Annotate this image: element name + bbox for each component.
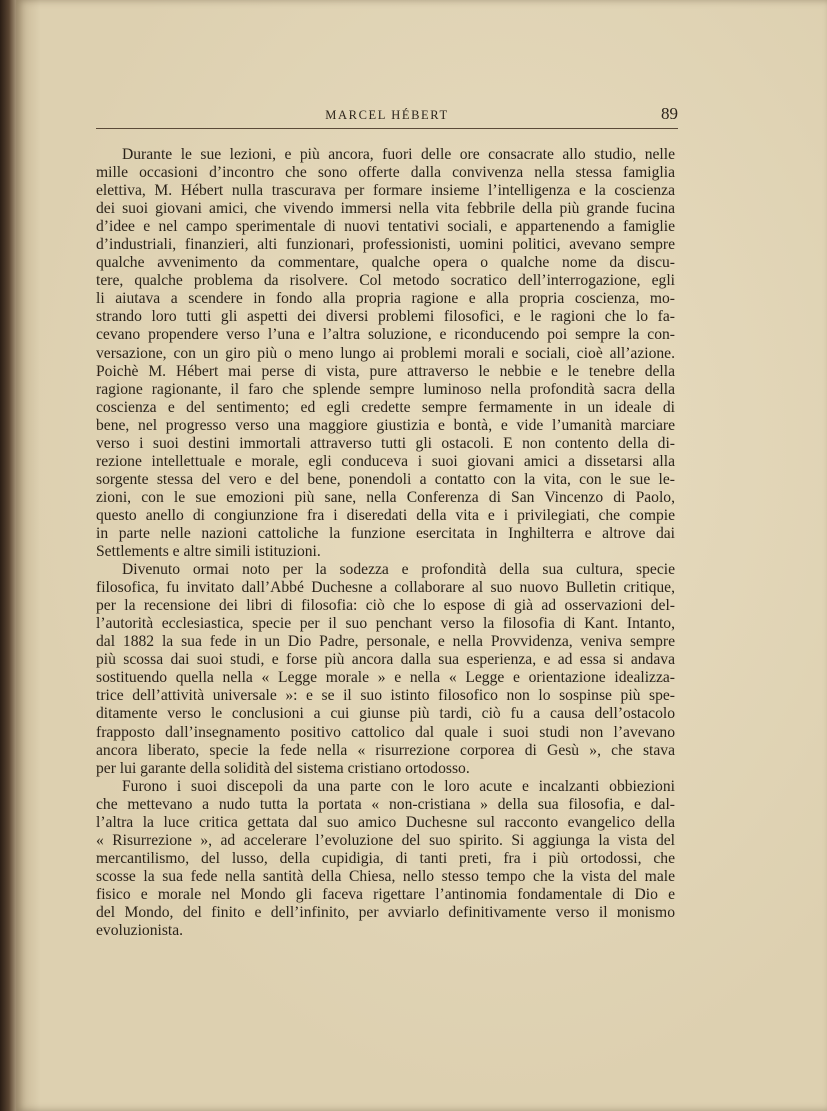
text-line: filosofica, fu invitato dall’Abbé Duchesne a collaborare al suo nuovo Bulletin critique, [96, 579, 675, 597]
page-header [96, 104, 678, 130]
text-line: Divenuto ormai noto per la sodezza e profondità della sua cultura, specie [122, 561, 675, 579]
text-line: « Risurrezione », ad accelerare l’evoluzione del suo spirito. Si aggiunga la vista del [96, 831, 675, 849]
text-line: dei suoi giovani amici, che vivendo immersi nella vita febbrile della più grande fucina [96, 200, 675, 218]
text-line: d’idee e nel campo sperimentale di nuovi tentativi sociali, e appartenendo a famiglie [96, 218, 675, 236]
text-line: per la recensione dei libri di filosofia: ciò che lo espose di già ad osservazioni del- [96, 597, 675, 615]
text-line: li aiutava a scendere in fondo alla propria ragione e alla propria coscienza, mo- [96, 290, 675, 308]
text-line: rezione intellettuale e morale, egli conduceva i suoi giovani amici a dissetarsi alla [96, 452, 675, 470]
text-line: Durante le sue lezioni, e più ancora, fuori delle ore consacrate allo studio, nelle [122, 146, 675, 163]
text-line: d’industriali, finanzieri, alti funzionari, professionisti, uomini politici, avevano sempre [96, 236, 675, 254]
text-line: Poichè M. Hébert mai perse di vista, pure attraverso le nebbie e le tenebre della [96, 362, 675, 380]
text-line: bene, nel progresso verso una maggiore giustizia e bontà, e vide l’umanità marciare [96, 416, 675, 434]
text-line: in parte nelle nazioni cattoliche la funzione esercitata in Inghilterra e altrove dai [96, 524, 675, 542]
text-line: tere, qualche problema da risolvere. Col metodo socratico dell’interrogazione, egli [96, 272, 675, 290]
text-line: elettiva, M. Hébert nulla trascurava per formare insieme l’intelligenza e la coscienza [96, 182, 675, 200]
text-line: Settlements e altre simili istituzioni. [96, 543, 321, 561]
text-line: ancora liberato, specie la fede nella « risurrezione corporea di Gesù », che stava [96, 741, 675, 759]
paragraph-1 [96, 146, 675, 561]
text-line: l’altra la luce critica gettata dal suo amico Duchesne sul racconto evangelico della [96, 813, 675, 831]
text-line: verso i suoi destini immortali attraverso tutti gli ostacoli. E non contento della di- [96, 434, 675, 452]
text-line: scosse la sua fede nella santità della Chiesa, nello stesso tempo che la vista del male [96, 867, 675, 885]
text-line: coscienza e del sentimento; ed egli credette sempre fermamente in un ideale di [96, 398, 675, 416]
text-line: qualche avvenimento da commentare, qualche opera o qualche nome da discu- [96, 254, 675, 272]
text-line: evoluzionista. [96, 922, 184, 940]
paragraph-3 [96, 778, 675, 940]
text-line: del Mondo, del finito e dell’infinito, per avviarlo definitivamente verso il monismo [96, 903, 675, 921]
page-number: 89 [661, 104, 678, 123]
running-title: MARCEL HÉBERT [325, 108, 449, 122]
text-line: cevano propendere verso l’una e l’altra soluzione, e riconducendo poi sempre la con- [96, 326, 675, 344]
text-line: trice dell’attività universale »: e se il suo istinto filosofico non lo sospinse più spe- [96, 687, 675, 705]
header-rule [96, 128, 678, 129]
text-line: fisico e morale nel Mondo gli faceva rigettare l’antinomia fondamentale di Dio e [96, 885, 675, 903]
text-line: questo anello di congiunzione fra i diseredati della vita e i privilegiati, che compie [96, 506, 675, 524]
text-line: frapposto dall’insegnamento positivo cattolico dal quale i suoi studi non l’avevano [96, 723, 675, 741]
text-line: dal 1882 la sua fede in un Dio Padre, personale, e nella Provvidenza, veniva sempre [96, 633, 675, 651]
text-line: per lui garante della solidità del sistema cristiano ortodosso. [96, 759, 470, 777]
text-line: zioni, con le sue emozioni più sane, nella Conferenza di San Vincenzo di Paolo, [96, 488, 675, 506]
text-line: più scossa dai suoi studi, e forse più ancora dalla sua esperienza, e ad essa si andava [96, 651, 675, 669]
text-line: mercantilismo, del lusso, della cupidigia, di tanti preti, fra i più ortodossi, che [96, 849, 675, 867]
text-line: l’autorità ecclesiastica, specie per il suo penchant verso la filosofia di Kant. Intanto, [96, 615, 675, 633]
text-line: sostituendo quella nella « Legge morale » e nella « Legge e orientazione idealizza- [96, 669, 675, 687]
text-line: mille occasioni d’incontro che sono offerte dalla convivenza nella stessa famiglia [96, 164, 675, 182]
text-line: sorgente stessa del vero e del bene, ponendoli a contatto con la vita, con le sue le- [96, 470, 675, 488]
paragraph-2 [96, 561, 675, 778]
text-line: che mettevano a nudo tutta la portata « non-cristiana » della sua filosofia, e dal- [96, 795, 675, 813]
text-line: versazione, con un giro più o meno lungo ai problemi morali e sociali, cioè all’azione. [96, 344, 675, 362]
text-line: ragione ragionante, il faro che splende sempre luminoso nella profondità sacra della [96, 380, 675, 398]
body-text [96, 146, 675, 940]
text-line: strando loro tutti gli aspetti dei diversi problemi filosofici, e le ragioni che lo fa- [96, 308, 675, 326]
text-line: ditamente verso le conclusioni a cui giunse più tardi, ciò fu a causa dell’ostacolo [96, 705, 675, 723]
text-line: Furono i suoi discepoli da una parte con le loro acute e incalzanti obbiezioni [122, 777, 675, 795]
